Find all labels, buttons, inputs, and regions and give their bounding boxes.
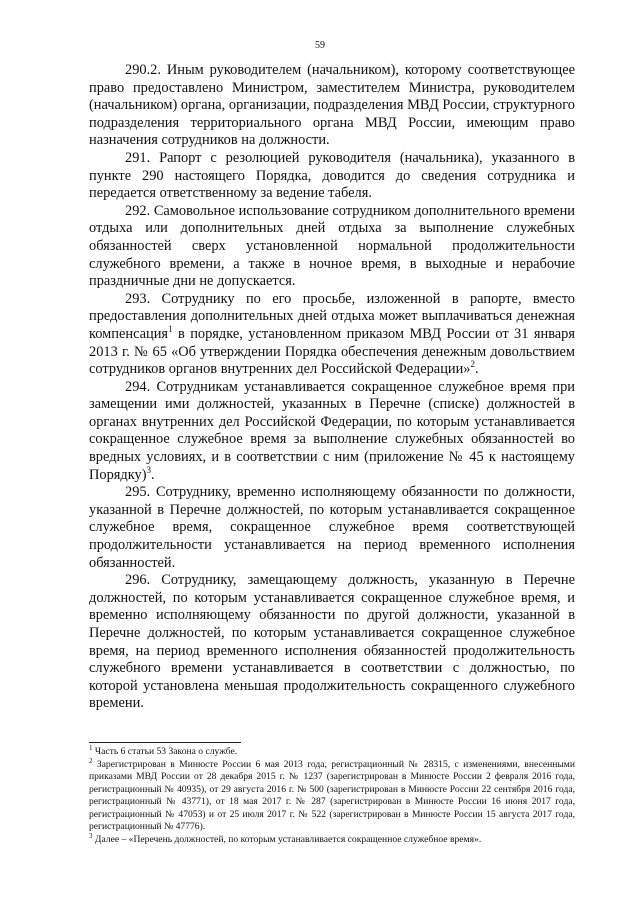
footnote-ref-1: 1 [168,324,173,335]
footnote-divider [89,742,241,743]
footnote-ref-2: 2 [470,359,475,370]
footnote-1: $^1$ Часть 6 статьи 53 Закона о службе. [89,743,238,757]
paragraph-291: 291. Рапорт с резолюцией руководителя (начальника), указанного в пункте 290 настоящего Порядка, доводится до сведения сотрудника и передается ответственному за ведение табеля. [89,149,575,202]
footnote-3: $^3$ Далее – «Перечень должностей, по которым устанавливается сокращенное служебное время». [89,831,482,845]
paragraph-296: 296. Сотруднику, замещающему должность, указанную в Перечне должностей, по которым устанавливается сокращенное служебное время, и временно исполняющему обязанности по другой должности, указанной в Перечне должностей, по которым устанавливается сокращенное служебное время, на период временного исполнения обязанностей продолжительность служебного времени устанавливается в соответствии с должностью, по которой установлена меньшая продолжительность сокращенного служебного времени. [89,572,575,712]
paragraph-295: 295. Сотруднику, временно исполняющему обязанности по должности, указанной в Перечне должностей, по которым устанавливается сокращенное служебное время, сокращенное служебное время соответствующей продолжительности устанавливается на период временного исполнения обязанностей. [89,484,575,571]
page-number: 59 [315,40,325,51]
paragraph-294: 294. Сотрудникам устанавливается сокращенное служебное время при замещении ими должностей, указанных в Перечне (списке) должностей в органах внутренних дел Российской Федерации, по которым устанавливается сокращенное служебное время за выполнение служебных обязанностей во вредных условиях, и в соответствии с ним (приложение № 45 к настоящему Порядку)$^3$. [89,378,575,483]
paragraph-293: 293. Сотруднику по его просьбе, изложенной в рапорте, вместо предоставления дополнительных дней отдыха может выплачиваться денежная компенсация$^1$ в порядке, установленном приказом МВД России от 31 января 2013 г. № 65 «Об утверждении Порядка обеспечения денежным довольствием сотрудников органов внутренних дел Российской Федерации»$^2$. [89,290,575,378]
footnote-ref-3: 3 [146,464,151,475]
paragraph-292: 292. Самовольное использование сотрудником дополнительного времени отдыха или дополнительных дней отдыха за выполнение служебных обязанностей сверх установленной нормальной продолжительности служебного времени, а также в ночное время, в выходные и нерабочие праздничные дни не допускается. [89,202,575,290]
footnotes [89,743,575,846]
footnote-2: $^2$ Зарегистрирован в Минюсте России 6 мая 2013 года, регистрационный № 28315, с изменениями, внесенными приказами МВД России от 28 декабря 2015 г. № 1237 (зарегистрирован в Минюсте России 2 февраля 2016 года, регистрационный № 40935), от 29 августа 2016 г. № 500 (зарегистрирован в Минюсте России 22 сентября 2016 года, регистрационный № 43771), от 18 мая 2017 г. № 287 (зарегистрирован в Минюсте России 16 июня 2017 года, регистрационный № 47053) и от 25 июля 2017 г. № 522 (зарегистрирован в Минюсте России 15 августа 2017 года, регистрационный № 47776). [89,756,575,832]
paragraph-290-2: 290.2. Иным руководителем (начальником), которому соответствующее право предоставлено Министром, заместителем Министра, руководителем (начальником) органа, организации, подразделения МВД России, структурного подразделения территориального органа МВД России, имеющим право назначения сотрудников на должности. [89,62,575,149]
document-body [89,62,575,713]
